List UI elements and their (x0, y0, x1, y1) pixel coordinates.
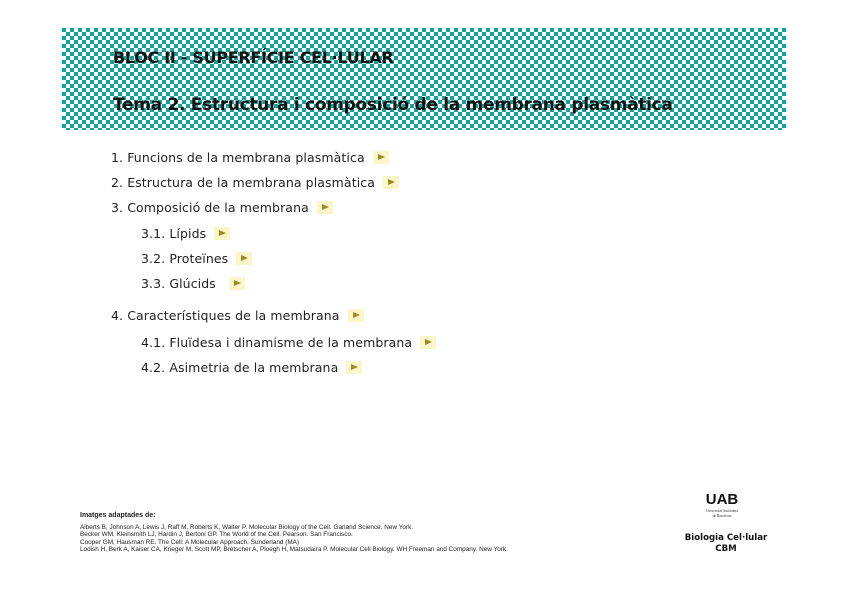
play-arrow-icon[interactable] (229, 277, 245, 290)
menu-item-label: 4.2. Asimetria de la membrana (141, 360, 339, 375)
reference-line: Lodish H, Berk A, Kaiser CA, Krieger M, Scott MP, Bretscher A, Ploegh H, Matsudaira P. Molecular Cell Biology. WH Freeman and Company. New York. (80, 546, 508, 554)
menu-item-estructura[interactable] (111, 175, 399, 190)
bloc-title: BLOC II - SUPERFÍCIE CEL·LULAR (113, 48, 394, 67)
menu-item-caracteristiques[interactable] (111, 308, 364, 323)
play-arrow-icon[interactable] (317, 201, 333, 214)
reference-line: Becker WM, Kleinsmith LJ, Hardin J, Bertoni GP. The World of the Cell. Pearson. San Francisco. (80, 531, 353, 539)
menu-item-label: 3. Composició de la membrana (111, 200, 309, 215)
play-arrow-icon[interactable] (346, 361, 362, 374)
references-title: Imatges adaptades de: (80, 512, 156, 519)
menu-item-label: 4.1. Fluïdesa i dinamisme de la membrana (141, 335, 413, 350)
topic-title: Tema 2. Estructura i composició de la membrana plasmàtica (113, 95, 673, 115)
menu-item-funcions[interactable] (111, 150, 389, 165)
menu-item-label: 3.2. Proteïnes (141, 251, 229, 266)
play-arrow-icon[interactable] (373, 151, 389, 164)
play-arrow-icon[interactable] (383, 176, 399, 189)
play-arrow-icon[interactable] (420, 336, 436, 349)
reference-line: Cooper GM, Hausman RE. The Cell: A Molecular Approach. Sunderland (MA) (80, 538, 300, 546)
menu-item-fluidesa[interactable] (141, 335, 436, 350)
uab-logo-subtitle: Universitat Autònoma (706, 509, 738, 513)
menu-item-label: 4. Característiques de la membrana (111, 308, 340, 323)
play-arrow-icon[interactable] (348, 309, 364, 322)
uab-logo-subtitle: de Barcelona (712, 514, 732, 518)
menu-item-lipids[interactable] (141, 226, 230, 241)
menu-item-glucids[interactable] (141, 276, 245, 291)
course-code: CBM (715, 544, 737, 554)
course-label (676, 533, 776, 555)
uab-logo (702, 491, 742, 518)
course-name: Biologia Cel·lular (684, 533, 768, 543)
menu-item-label: 3.3. Glúcids (141, 276, 216, 291)
play-arrow-icon[interactable] (214, 227, 230, 240)
references (80, 512, 508, 554)
menu-item-label: 1. Funcions de la membrana plasmàtica (111, 150, 365, 165)
reference-line: Alberts B, Johnson A, Lewis J, Raff M, Roberts K, Walter P. Molecular Biology of the Cell. Garland Science. New York. (80, 523, 414, 531)
menu-item-label: 3.1. Lípids (141, 226, 207, 241)
uab-logo-text: UAB (705, 491, 739, 508)
menu-item-asimetria[interactable] (141, 360, 362, 375)
menu-item-composicio[interactable] (111, 200, 333, 215)
menu-item-label: 2. Estructura de la membrana plasmàtica (111, 175, 376, 190)
menu-item-proteines[interactable] (141, 251, 252, 266)
play-arrow-icon[interactable] (236, 252, 252, 265)
